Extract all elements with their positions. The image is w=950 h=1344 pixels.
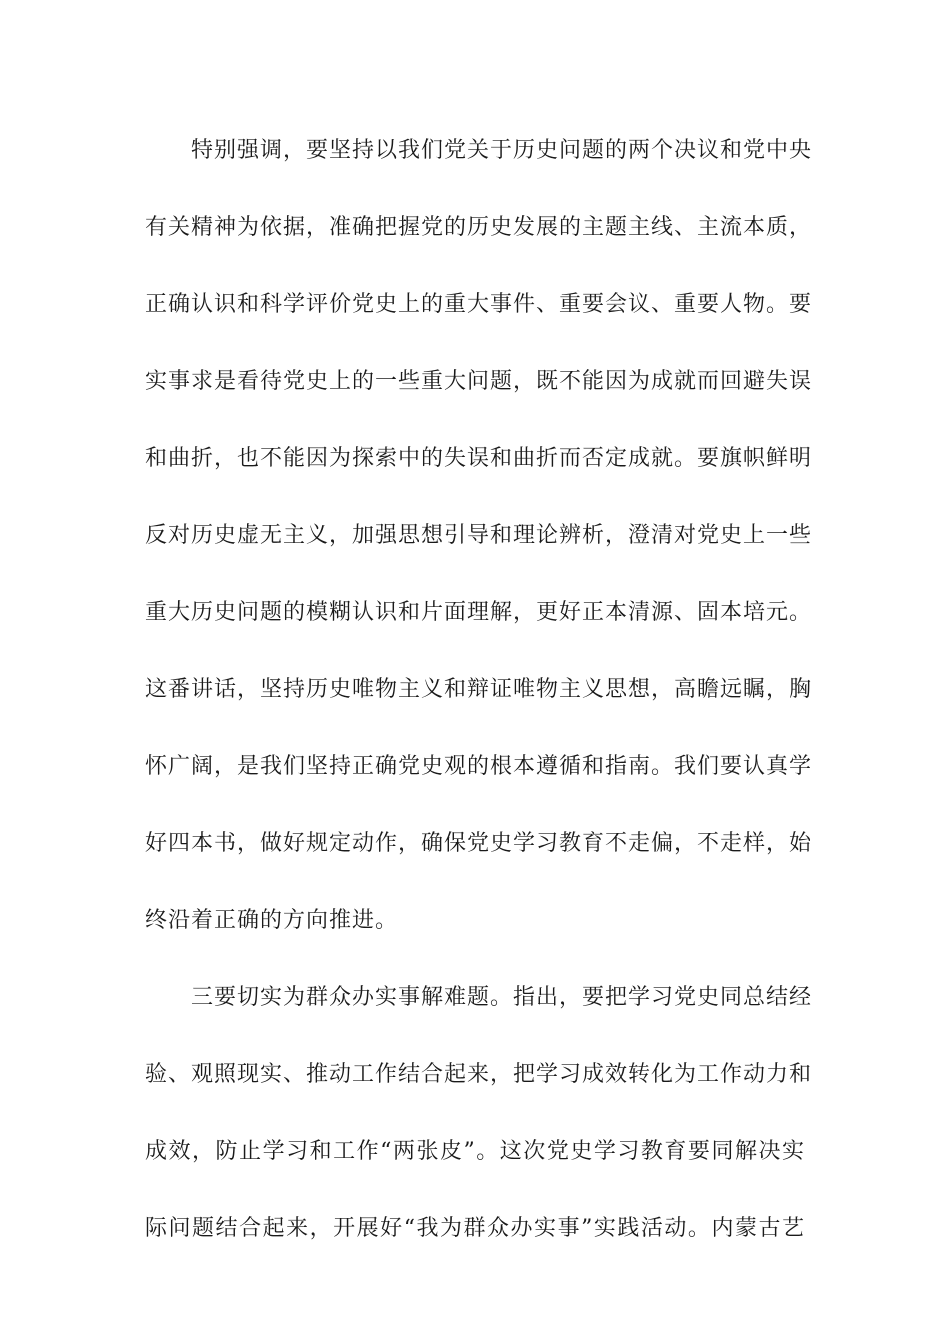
paragraph-line: 和曲折，也不能因为探索中的失误和曲折而否定成就。要旗帜鲜明 [145,446,813,471]
paragraph-line: 验、观照现实、推动工作结合起来，把学习成效转化为工作动力和 [145,1062,813,1087]
paragraph-line: 反对历史虚无主义，加强思想引导和理论辨析，澄清对党史上一些 [145,523,813,548]
paragraph-line: 重大历史问题的模糊认识和片面理解，更好正本清源、固本培元。 [145,600,813,625]
paragraph-line: 好四本书，做好规定动作，确保党史学习教育不走偏，不走样，始 [145,831,813,856]
paragraph-line: 终沿着正确的方向推进。 [145,908,399,933]
paragraph-line: 这番讲话，坚持历史唯物主义和辩证唯物主义思想，高瞻远瞩，胸 [145,677,813,702]
paragraph-line: 特别强调，要坚持以我们党关于历史问题的两个决议和党中央 [191,138,813,163]
body-text [145,126,813,1281]
paragraph-line: 成效，防止学习和工作“两张皮”。这次党史学习教育要同解决实 [145,1139,805,1164]
paragraph-line: 正确认识和科学评价党史上的重大事件、重要会议、重要人物。要 [145,292,813,317]
paragraph-line: 三要切实为群众办实事解难题。指出，要把学习党史同总结经 [191,985,813,1010]
paragraph-line: 怀广阔，是我们坚持正确党史观的根本遵循和指南。我们要认真学 [145,754,813,779]
paragraph-line: 际问题结合起来，开展好“我为群众办实事”实践活动。内蒙古艺 [145,1216,805,1241]
paragraph-line: 实事求是看待党史上的一些重大问题，既不能因为成就而回避失误 [145,369,813,394]
paragraph-line: 有关精神为依据，准确把握党的历史发展的主题主线、主流本质， [145,215,813,240]
